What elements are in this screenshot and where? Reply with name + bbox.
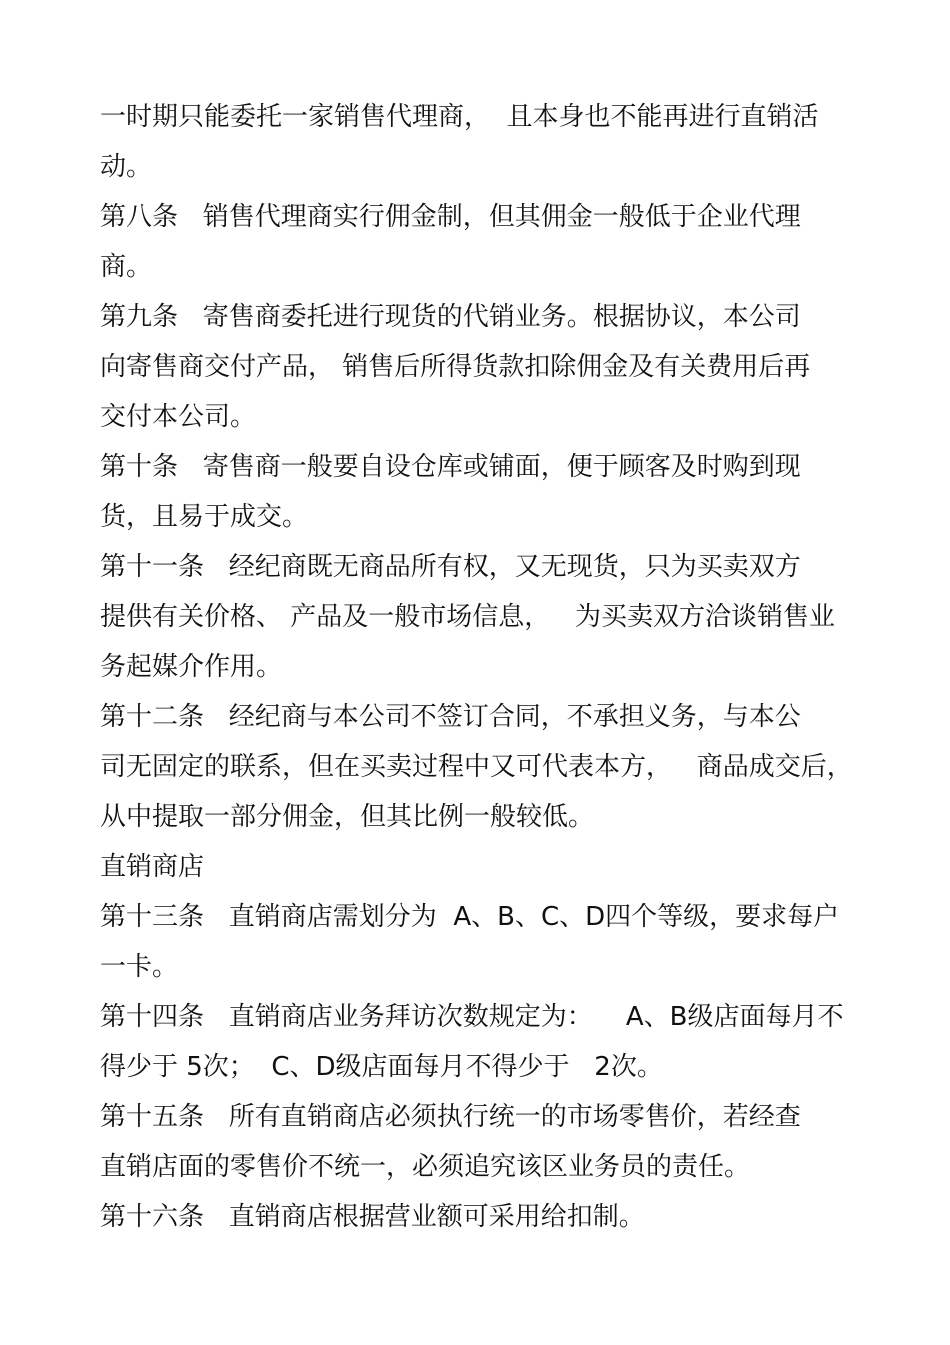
article-10: 第十条 寄售商一般要自设仓库或铺面，便于顾客及时购到现 — [100, 452, 801, 482]
article-9: 第九条 寄售商委托进行现货的代销业务。根据协议，本公司 — [100, 302, 801, 332]
text-line: 向寄售商交付产品， 销售后所得货款扣除佣金及有关费用后再 — [100, 352, 811, 382]
article-13: 第十三条 直销商店需划分为 A、B、C、D四个等级，要求每户 — [100, 902, 840, 932]
text-line: 一时期只能委托一家销售代理商， 且本身也不能再进行直销活 — [100, 102, 819, 132]
text-line: 商。 — [100, 252, 153, 282]
text-line: 一卡。 — [100, 952, 179, 982]
text-line: 动。 — [100, 152, 153, 182]
text-line: 直销店面的零售价不统一，必须追究该区业务员的责任。 — [100, 1152, 751, 1182]
text-line: 交付本公司。 — [100, 402, 257, 432]
article-11: 第十一条 经纪商既无商品所有权，又无现货，只为买卖双方 — [100, 552, 801, 582]
article-12: 第十二条 经纪商与本公司不签订合同，不承担义务，与本公 — [100, 702, 801, 732]
article-16: 第十六条 直销商店根据营业额可采用给扣制。 — [100, 1202, 645, 1232]
text-line: 从中提取一部分佣金，但其比例一般较低。 — [100, 802, 595, 832]
section-heading: 直销商店 — [100, 852, 205, 882]
text-line: 得少于 5次； C、D级店面每月不得少于 2次。 — [100, 1052, 663, 1082]
text-line: 货，且易于成交。 — [100, 502, 309, 532]
article-8: 第八条 销售代理商实行佣金制，但其佣金一般低于企业代理 — [100, 202, 801, 232]
text-line: 提供有关价格、 产品及一般市场信息， 为买卖双方洽谈销售业 — [100, 602, 836, 632]
text-line: 务起媒介作用。 — [100, 652, 283, 682]
text-line: 司无固定的联系，但在买卖过程中又可代表本方， 商品成交后， — [100, 752, 853, 782]
article-15: 第十五条 所有直销商店必须执行统一的市场零售价，若经查 — [100, 1102, 801, 1132]
article-14: 第十四条 直销商店业务拜访次数规定为： A、B级店面每月不 — [100, 1002, 844, 1032]
